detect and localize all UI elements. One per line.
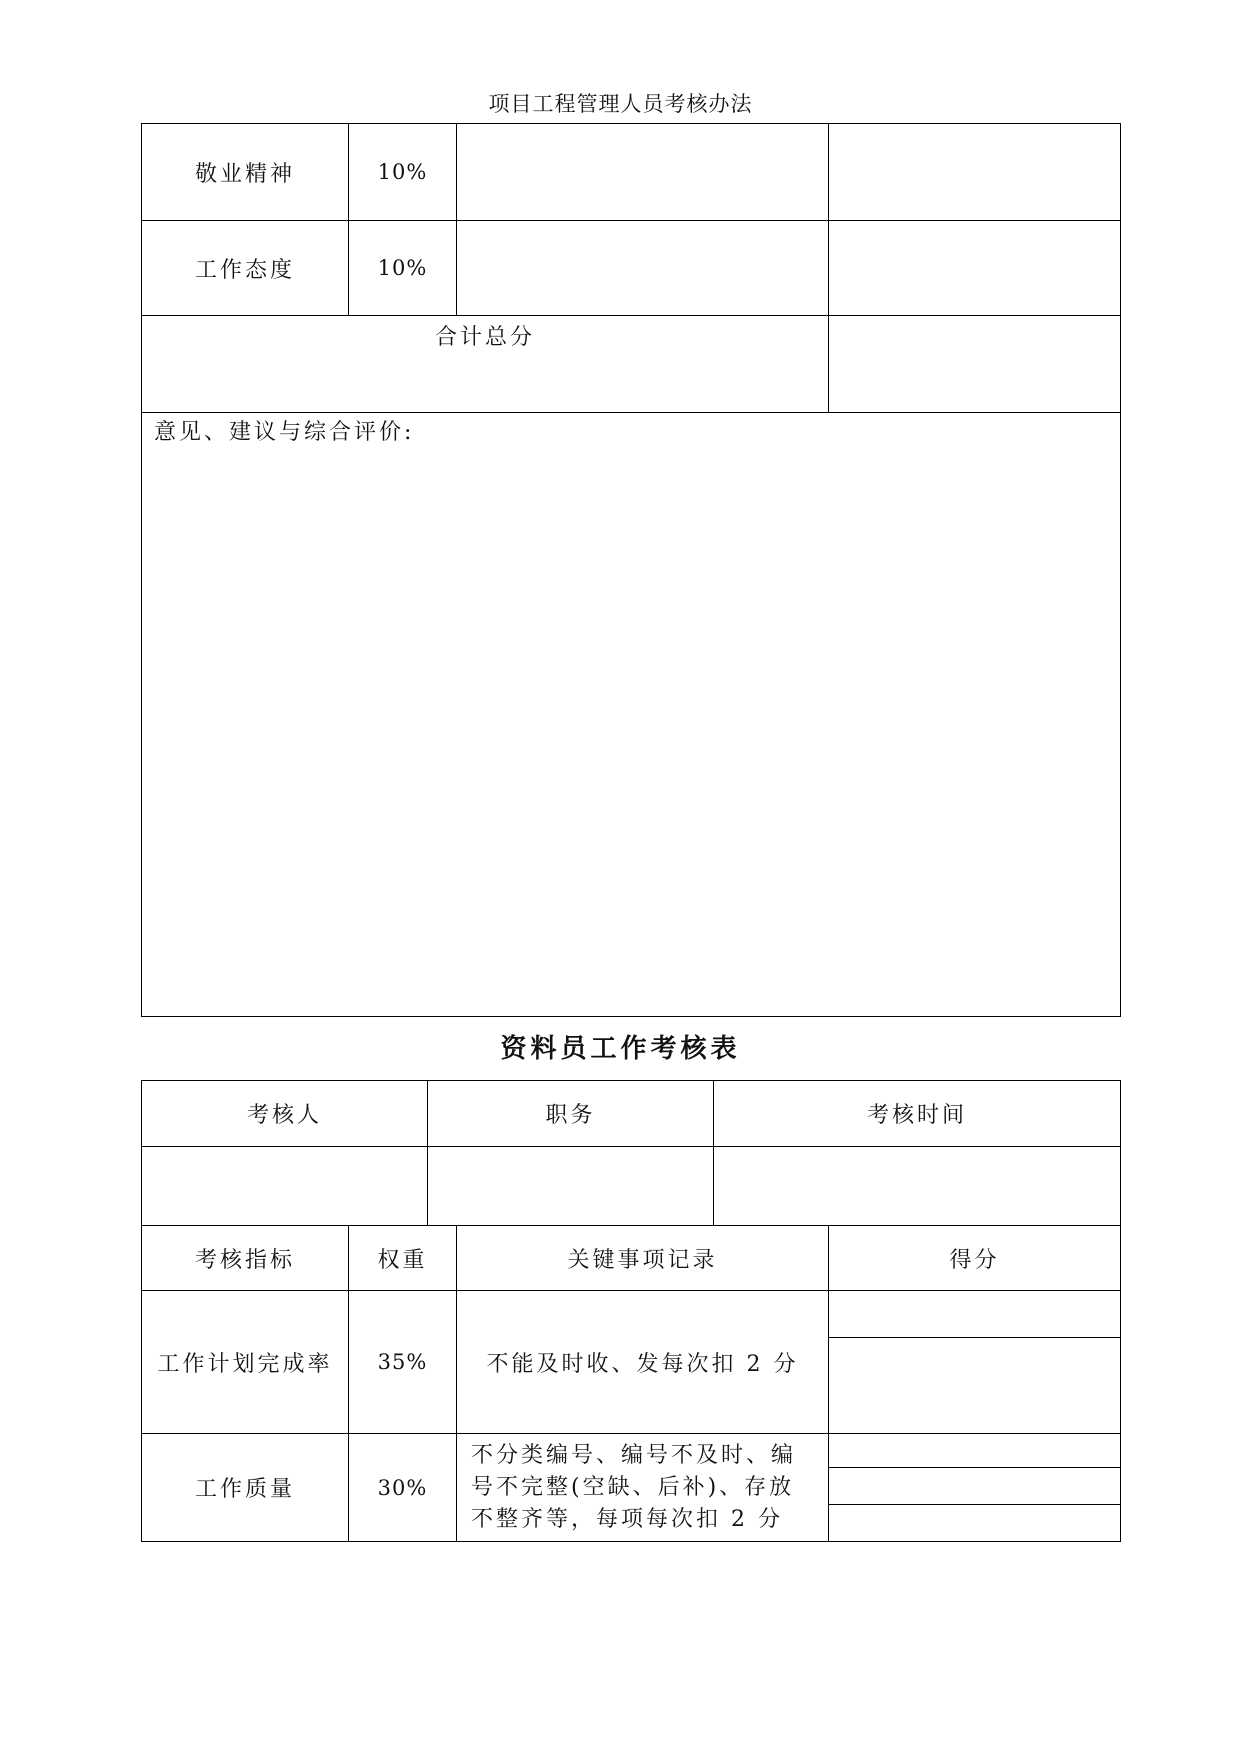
assessor-input[interactable] [142, 1147, 428, 1226]
assessor-header: 考核人 [142, 1081, 428, 1147]
record-cell [457, 221, 829, 316]
record-cell: 不分类编号、编号不及时、编号不完整(空缺、后补)、存放不整齐等，每项每次扣 2 分 [457, 1434, 829, 1542]
weight-cell: 30% [349, 1434, 457, 1542]
record-cell [457, 124, 829, 221]
weight-cell: 10% [349, 124, 457, 221]
position-header: 职务 [428, 1081, 714, 1147]
form-title: 资料员工作考核表 [500, 1034, 741, 1064]
score-subrow[interactable] [829, 1434, 1120, 1467]
score-subrow[interactable] [829, 1291, 1120, 1337]
weight-cell: 35% [349, 1291, 457, 1434]
col-records: 关键事项记录 [457, 1226, 829, 1291]
assessment-table-continued [141, 123, 1121, 1017]
indicator-cell: 工作质量 [142, 1434, 349, 1542]
score-subrow[interactable] [829, 1467, 1120, 1504]
record-cell: 不能及时收、发每次扣 2 分 [457, 1291, 829, 1434]
col-weight: 权重 [349, 1226, 457, 1291]
indicator-cell: 工作计划完成率 [142, 1291, 349, 1434]
total-score-cell [829, 316, 1121, 413]
time-input[interactable] [714, 1147, 1121, 1226]
indicator-cell: 敬业精神 [142, 124, 349, 221]
clerk-assessment-table [141, 1080, 1121, 1542]
score-subrows [829, 1291, 1120, 1433]
score-subrow[interactable] [829, 1504, 1120, 1541]
score-subrow[interactable] [829, 1337, 1120, 1433]
col-score: 得分 [829, 1226, 1121, 1291]
page-header: 项目工程管理人员考核办法 [488, 92, 753, 116]
position-input[interactable] [428, 1147, 714, 1226]
indicator-cell: 工作态度 [142, 221, 349, 316]
time-header: 考核时间 [714, 1081, 1121, 1147]
col-indicator: 考核指标 [142, 1226, 349, 1291]
score-subrows [829, 1434, 1120, 1541]
weight-cell: 10% [349, 221, 457, 316]
score-cell[interactable] [829, 1434, 1121, 1542]
score-cell[interactable] [829, 1291, 1121, 1434]
score-cell [829, 124, 1121, 221]
score-cell [829, 221, 1121, 316]
total-label: 合计总分 [142, 316, 829, 413]
comments-label: 意见、建议与综合评价: [142, 413, 1121, 1017]
